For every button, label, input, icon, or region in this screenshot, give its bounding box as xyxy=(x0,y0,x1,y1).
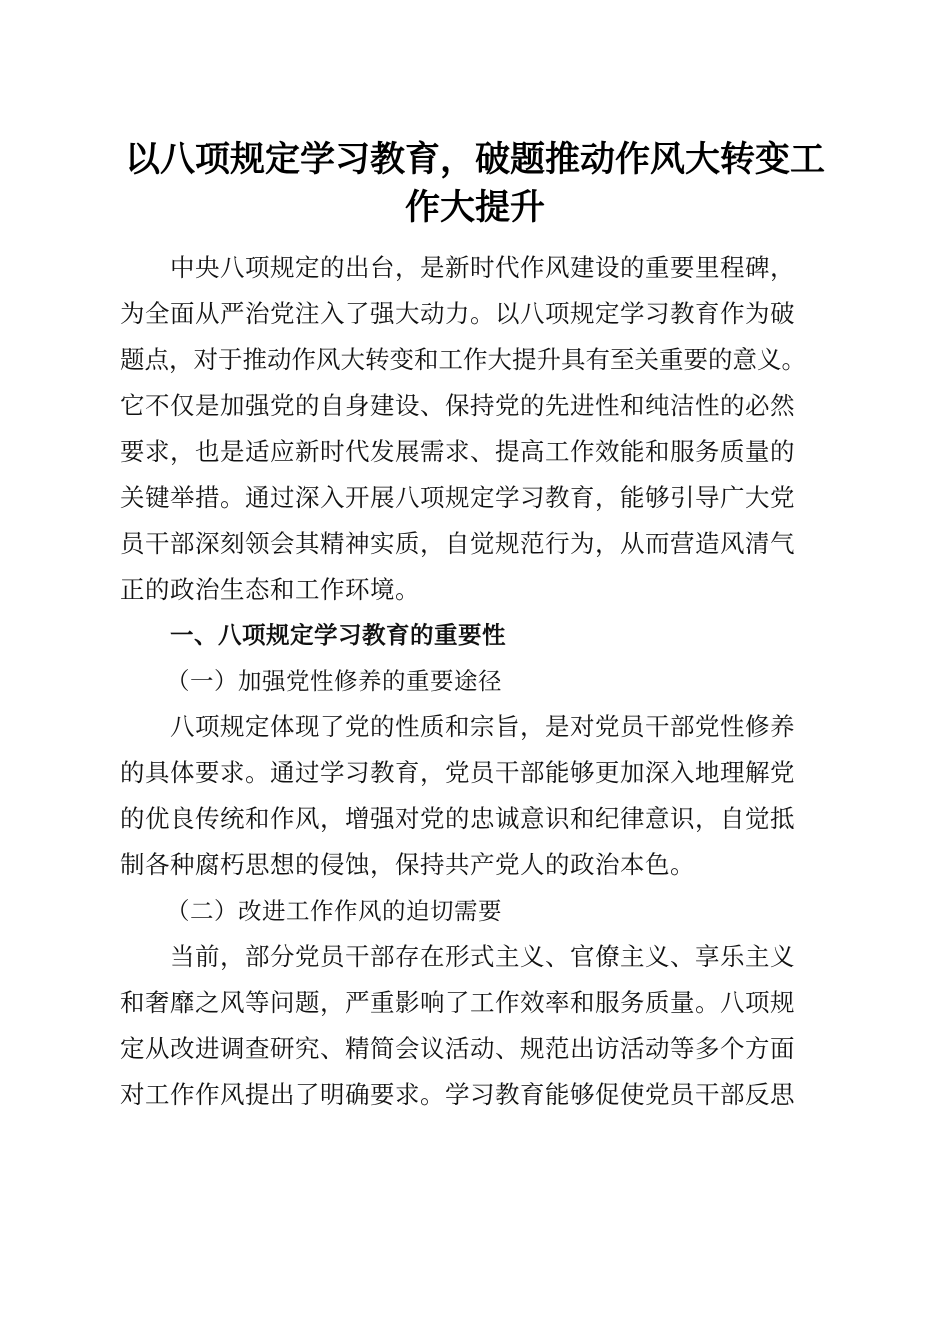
paragraph-line: 定从改进调查研究、精简会议活动、规范出访活动等多个方面 xyxy=(120,1034,795,1063)
paragraph-line: 正的政治生态和工作环境。 xyxy=(120,575,420,604)
paragraph-line: 员干部深刻领会其精神实质，自觉规范行为，从而营造风清气 xyxy=(120,529,795,558)
paragraph-line: 八项规定体现了党的性质和宗旨，是对党员干部党性修养 xyxy=(170,712,795,741)
paragraph-line: 的优良传统和作风，增强对党的忠诚意识和纪律意识，自觉抵 xyxy=(120,804,795,833)
paragraph-line: 为全面从严治党注入了强大动力。以八项规定学习教育作为破 xyxy=(120,299,795,328)
section-heading: 一、八项规定学习教育的重要性 xyxy=(170,621,506,649)
paragraph-line: 对工作作风提出了明确要求。学习教育能够促使党员干部反思 xyxy=(120,1080,795,1109)
subsection-heading: （二）改进工作作风的迫切需要 xyxy=(166,897,502,925)
paragraph-line: 它不仅是加强党的自身建设、保持党的先进性和纯洁性的必然 xyxy=(120,391,795,420)
paragraph-line: 的具体要求。通过学习教育，党员干部能够更加深入地理解党 xyxy=(120,758,795,787)
subsection-heading: （一）加强党性修养的重要途径 xyxy=(166,667,502,695)
paragraph-line: 当前，部分党员干部存在形式主义、官僚主义、享乐主义 xyxy=(170,942,795,971)
document-title-line-2: 作大提升 xyxy=(404,188,545,228)
paragraph-line: 题点，对于推动作风大转变和工作大提升具有至关重要的意义。 xyxy=(120,345,806,374)
paragraph-line: 要求，也是适应新时代发展需求、提高工作效能和服务质量的 xyxy=(120,437,795,466)
paragraph-line: 中央八项规定的出台，是新时代作风建设的重要里程碑， xyxy=(170,253,795,282)
document-title-line-1: 以八项规定学习教育，破题推动作风大转变工 xyxy=(124,140,825,180)
paragraph-line: 和奢靡之风等问题，严重影响了工作效率和服务质量。八项规 xyxy=(120,988,795,1017)
paragraph-line: 关键举措。通过深入开展八项规定学习教育，能够引导广大党 xyxy=(120,483,795,512)
paragraph-line: 制各种腐朽思想的侵蚀，保持共产党人的政治本色。 xyxy=(120,850,695,879)
